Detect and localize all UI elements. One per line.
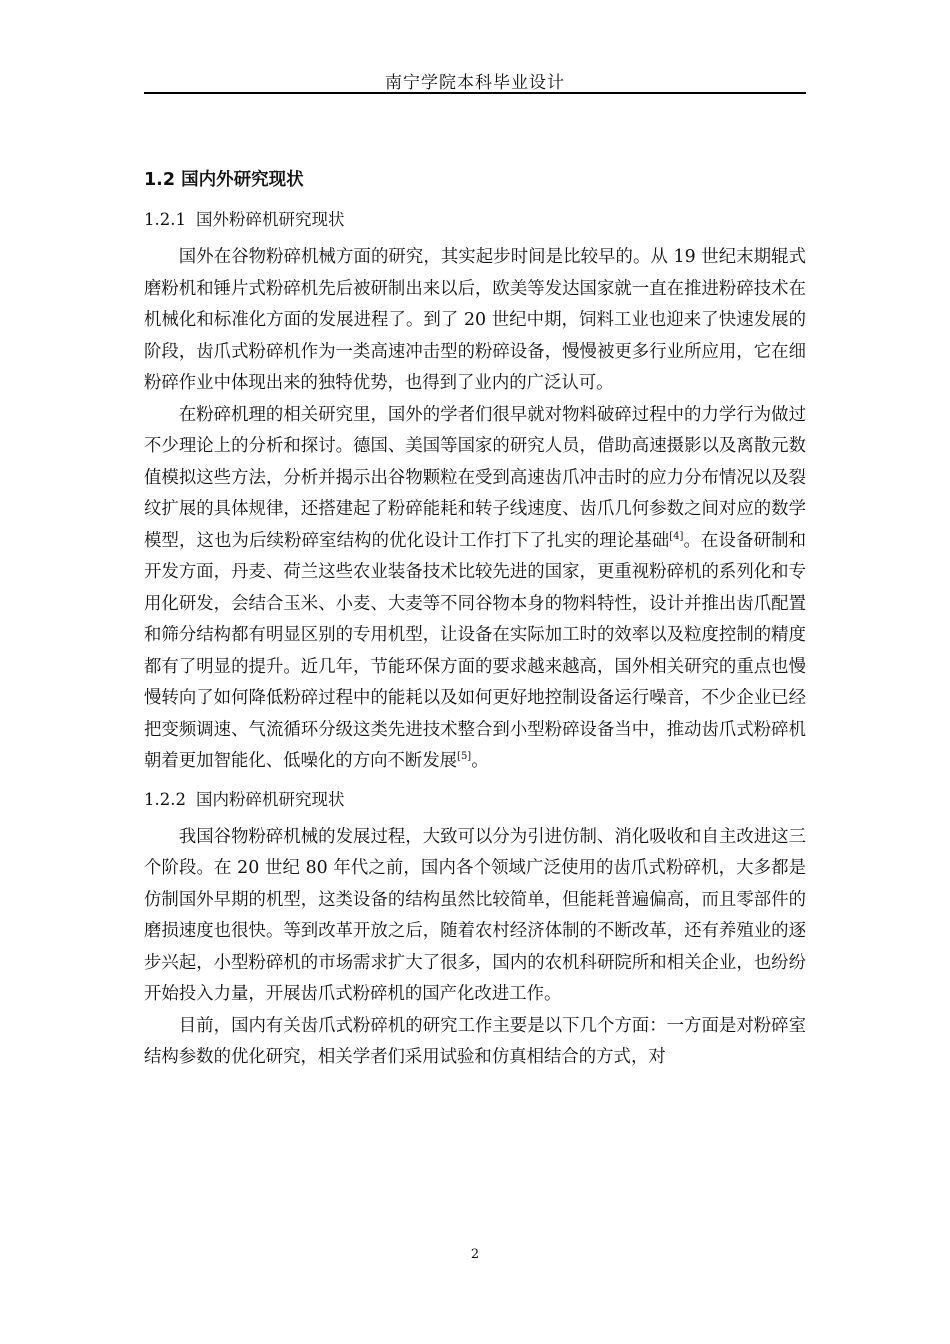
paragraph: [144, 400, 806, 778]
page-header-title: 南宁学院本科毕业设计: [385, 73, 565, 93]
paragraph: 我国谷物粉碎机械的发展过程，大致可以分为引进仿制、消化吸收和自主改进这三个阶段。在 20 世纪 80 年代之前，国内各个领域广泛使用的齿爪式粉碎机，大多都是仿制国外早期的机型，这类设备的结构虽然比较简单，但能耗普遍偏高，而且零部件的磨损速度也很快。等到改革开放之后，随着农村经济体制的不断改革，还有养殖业的逐步兴起，小型粉碎机的市场需求扩大了很多，国内的农机科研院所和相关企业，也纷纷开始投入力量，开展齿爪式粉碎机的国产化改进工作。: [144, 826, 806, 1004]
subsection-number: 1.2.1: [144, 210, 186, 229]
paragraph-text: 。在设备研制和开发方面，丹麦、荷兰这些农业装备技术比较先进的国家，更重视粉碎机的系列化和专用化研发，会结合玉米、小麦、大麦等不同谷物本身的物料特性，设计并推出齿爪配置和筛分结构都有明显区别的专用机型，让设备在实际加工时的效率以及粒度控制的精度都有了明显的提升。近几年，节能环保方面的要求越来越高，国外相关研究的重点也慢慢转向了如何降低粉碎过程中的能耗以及如何更好地控制设备运行噪音，不少企业已经把变频调速、气流循环分级这类先进技术整合到小型粉碎设备当中，推动齿爪式粉碎机朝着更加智能化、低噪化的方向不断发展: [144, 530, 806, 771]
paragraph: 目前，国内有关齿爪式粉碎机的研究工作主要是以下几个方面：一方面是对粉碎室结构参数的优化研究，相关学者们采用试验和仿真相结合的方式，对: [144, 1015, 806, 1067]
citation-marker: [5]: [457, 751, 472, 763]
subsection-title: 国内粉碎机研究现状: [195, 789, 345, 809]
document-body: [144, 162, 806, 1074]
subsection-heading-1-2-2: [144, 782, 806, 818]
paragraph: 国外在谷物粉碎机械方面的研究，其实起步时间是比较早的。从 19 世纪末期辊式磨粉机和锤片式粉碎机先后被研制出来以后，欧美等发达国家就一直在推进粉碎技术在机械化和标准化方面的发展进程了。到了 20 世纪中期，饲料工业也迎来了快速发展的阶段，齿爪式粉碎机作为一类高速冲击型的粉碎设备，慢慢被更多行业所应用，它在细粉碎作业中体现出来的独特优势，也得到了业内的广泛认可。: [144, 247, 806, 393]
page-number: 2: [470, 1247, 480, 1262]
subsection-title: 国外粉碎机研究现状: [195, 210, 345, 229]
subsection-heading-1-2-1: [144, 202, 806, 238]
paragraph-text: 在粉碎机理的相关研究里，国外的学者们很早就对物料破碎过程中的力学行为做过不少理论上的分析和探讨。德国、美国等国家的研究人员，借助高速摄影以及离散元数值模拟这些方法，分析并揭示出谷物颗粒在受到高速齿爪冲击时的应力分布情况以及裂纹扩展的具体规律，还搭建起了粉碎能耗和转子线速度、齿爪几何参数之间对应的数学模型，这也为后续粉碎室结构的优化设计工作打下了扎实的理论基础: [144, 404, 806, 551]
section-heading-1-2: 1.2 国内外研究现状: [144, 170, 304, 190]
paragraph-text: 。: [471, 751, 489, 771]
citation-marker: [4]: [669, 530, 684, 542]
header-rule: [144, 92, 806, 94]
subsection-number: 1.2.2: [144, 789, 186, 809]
